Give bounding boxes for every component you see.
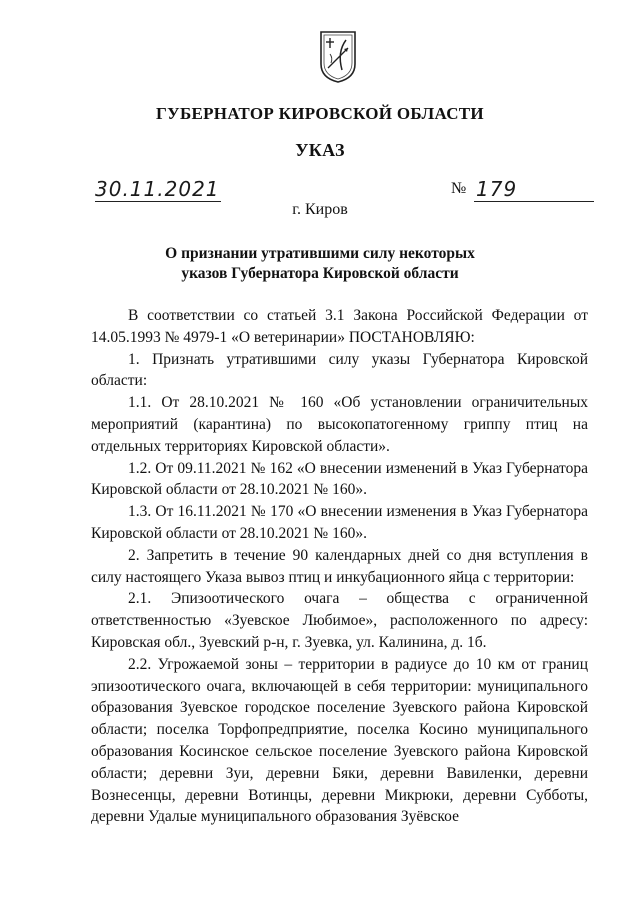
subject-line-1: О признании утратившими силу некоторых bbox=[165, 245, 475, 262]
issuer-title: ГУБЕРНАТОР КИРОВСКОЙ ОБЛАСТИ bbox=[156, 104, 484, 123]
kirov-oblast-coat-of-arms-icon bbox=[318, 30, 358, 84]
number-label: № bbox=[451, 180, 467, 197]
document-subject bbox=[120, 244, 520, 284]
paragraph-2: 2. Запретить в течение 90 календарных дней со дня вступления в силу настоящего Указа вывоз птиц и инкубационного яйца с территории: bbox=[91, 546, 588, 586]
paragraph-1-1: 1.1. От 28.10.2021 № 160 «Об установлении ограничительных мероприятий (карантина) по высокопатогенному гриппу птиц на отдельных территориях Кировской области». bbox=[91, 394, 588, 455]
subject-line-2: указов Губернатора Кировской области bbox=[181, 265, 459, 282]
paragraph-1: 1. Признать утратившими силу указы Губернатора Кировской области: bbox=[91, 350, 588, 390]
paragraph-2-1: 2.1. Эпизоотического очага – общества с ограниченной ответственностью «Зуевское Любимое», расположенного по адресу: Кировская обл., Зуевский р-н, г. Зуевка, ул. Калинина, д. 1б. bbox=[91, 590, 588, 651]
paragraph-1-3: 1.3. От 16.11.2021 № 170 «О внесении изменения в Указ Губернатора Кировской области от 28.10.2021 № 160». bbox=[91, 503, 588, 542]
city-name: г. Киров bbox=[292, 201, 348, 218]
handwritten-date: 30.11.2021 bbox=[95, 177, 220, 201]
document-body bbox=[91, 305, 588, 828]
document-type: УКАЗ bbox=[295, 140, 345, 160]
preamble-paragraph: В соответствии со статьей 3.1 Закона Российской Федерации от 14.05.1993 № 4979-1 «О ветеринарии» ПОСТАНОВЛЯЮ: bbox=[91, 307, 588, 346]
paragraph-1-2: 1.2. От 09.11.2021 № 162 «О внесении изменений в Указ Губернатора Кировской области от 28.10.2021 № 160». bbox=[91, 459, 588, 499]
paragraph-2-2: 2.2. Угрожаемой зоны – территории в радиусе до 10 км от границ эпизоотического очага, включающей в себя территории: муниципального образования Зуевское городское поселение Зуевского района Кировской области; поселка Торфопредприятие, поселка Косино муниципального образования Косинское сельское поселение Зуевского района Кировской области; деревни Зуи, деревни Бяки, деревни Вавиленки, деревни Вознесенцы, деревни Вотинцы, деревни Микрюки, деревни Субботы, деревни Удалые муниципального образования Зуёвское bbox=[91, 655, 588, 826]
handwritten-number: 179 bbox=[474, 177, 594, 202]
